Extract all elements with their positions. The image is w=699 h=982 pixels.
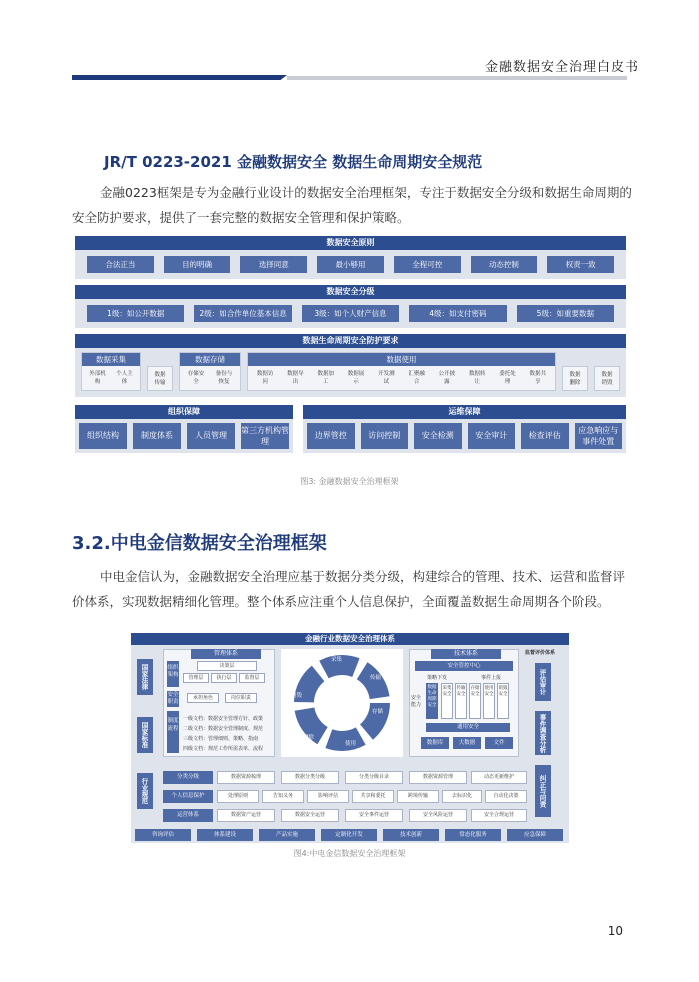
row-cell: 数据资产运营 [217,809,275,822]
collect-group [81,352,141,391]
delete-box [562,366,588,391]
ability-item: 销毁安全 [497,683,509,719]
destroy-box [594,366,620,391]
cycle-label: 传输 [370,675,382,681]
service-item: 咨询评估 [135,829,191,841]
decision-layer: 决策层 [197,661,257,671]
principle-chip: 权责一致 [547,256,614,273]
principle-chip: 选择同意 [240,256,307,273]
eval-title: 监督评价体系 [525,650,556,656]
left-tab: 国家标准 [137,717,153,753]
cycle-label: 删除 [303,735,315,741]
cycle-center [318,679,366,727]
row-cell: 去标识化 [442,790,482,803]
grade-chip: 3级：如个人财产信息 [302,305,399,322]
general-security: 通用安全 [426,723,510,732]
control-center: 安全管控中心 [415,661,513,671]
row-cell: 共享和委托 [352,790,394,803]
doc-line: 一级文档：数据安全管理方针、政策 [183,716,264,722]
row-cell: 告知义务 [262,790,304,803]
use-item: 数据加工 [317,371,334,385]
ops-chip: 应急响应与事件处置 [575,423,623,449]
principle-chip: 合法正当 [87,256,154,273]
org-chip: 制度体系 [133,423,181,449]
eval-item: 纠正与问责 [535,765,551,817]
ability-item: 存储安全 [469,683,481,719]
ability-item: 传输安全 [455,683,467,719]
principles-band [75,236,626,279]
row-cell: 数据资源管理 [409,771,467,784]
mgmt-layer: 管理层 [183,673,209,683]
row-cell: 数据分类分级 [281,771,339,784]
storage-title: 数据存储 [180,353,240,366]
grade-chip: 5级：如重要数据 [517,305,614,322]
use-item: 数据展示 [347,371,365,385]
exec-layer: 执行层 [211,673,237,683]
lifecycle-band [75,334,626,397]
tech-title: 技术体系 [431,649,501,659]
policy-down: 策略下发 [427,675,448,681]
principle-chip: 目的明确 [164,256,231,273]
row-cell: 安全事件运营 [345,809,403,822]
transfer-box [147,366,173,391]
row-cell: 安全风险运营 [409,809,467,822]
org-label: 组织架构 [167,661,179,687]
header-accent-bar [72,75,287,80]
principle-chip: 最小够用 [317,256,384,273]
use-item: 公开披露 [438,371,456,385]
row-label: 分类分级 [163,771,213,784]
row-cell: 安全合规运营 [471,809,527,822]
delete-label: 数据删除 [569,371,581,386]
page-number: 10 [607,924,623,938]
role-item: 承担角色 [187,693,219,703]
figure-financial-framework [75,236,626,453]
org-chip: 组织结构 [79,423,127,449]
service-item: 常态化服务 [445,829,501,841]
principles-list [81,254,620,275]
ops-chip: 检查评估 [521,423,569,449]
figure-cec-framework [131,633,569,843]
mgmt-title: 管理体系 [191,649,261,659]
service-item: 应急保障 [507,829,563,841]
role-label: 安全职责 [167,692,179,705]
doc-line: 二级文档：数据安全管理制度、规范 [183,726,264,732]
use-item: 委托处理 [499,371,516,385]
figure-caption: 图4:中电金信数据安全治理框架 [293,849,406,858]
ops-chip: 访问控制 [361,423,409,449]
grade-chip: 4级：如支付密码 [409,305,506,322]
row-cell: 影响评估 [307,790,349,803]
principle-chip: 全程可控 [394,256,461,273]
header-rule [287,76,627,80]
org-group [75,405,293,453]
row-cell: 自动化决策 [485,790,527,803]
lifecycle-cycle-diagram [281,649,403,757]
principle-chip: 动态控制 [471,256,538,273]
use-item: 开发测试 [378,371,395,385]
header-title: 金融数据安全治理白皮书 [484,60,639,75]
fig4-title: 金融行业数据安全治理体系 [131,633,569,645]
ops-chip: 安全检测 [414,423,462,449]
doc-line: 四级文档：规范工作所需表单、流程 [183,746,264,752]
cycle-label: 使用 [345,741,357,747]
destroy-label: 数据销毁 [601,371,613,386]
storage-item: 备份与恢复 [215,371,233,385]
collect-title: 数据采集 [82,353,140,366]
principles-title: 数据安全原则 [75,236,626,250]
row-cell: 处理原则 [217,790,259,803]
use-item: 数据导出 [287,371,304,385]
row-cell: 跨境传输 [397,790,439,803]
grading-band [75,285,626,328]
storage-item: 存储安全 [187,371,205,385]
store-item: 文件 [485,737,513,749]
service-item: 定制化开发 [321,829,377,841]
supervise-layer: 监督层 [239,673,265,683]
grade-chip: 1级：如公开数据 [87,305,184,322]
use-item: 数据访问 [256,371,274,385]
doc-line: 三级文档：管理细则、策略、指南 [183,736,259,742]
ops-chip: 安全审计 [468,423,516,449]
service-item: 体系建设 [197,829,253,841]
row-cell: 数据安全运营 [281,809,339,822]
grading-title: 数据安全分级 [75,285,626,299]
use-item: 汇聚融合 [408,371,425,385]
use-item: 数据转让 [468,371,486,385]
left-tab: 行业规范 [137,773,153,809]
grading-list [81,303,620,324]
transfer-label: 数据传输 [154,371,166,386]
section-heading: 3.2.中电金信数据安全治理框架 [72,533,327,554]
collect-item: 外部机构 [89,371,106,385]
row-label: 运营体系 [163,809,213,822]
row-cell: 分类分级目录 [345,771,403,784]
eval-item: 评估审计 [535,663,551,701]
ability-item: 使用安全 [483,683,495,719]
role-item: 岗位职责 [225,693,257,703]
ops-group [303,405,626,453]
row-cell: 动态更新维护 [471,771,527,784]
left-tab: 国家法律 [137,659,153,695]
store-item: 大数据 [453,737,481,749]
use-item: 数据共享 [529,371,547,385]
ability-item: 采集安全 [441,683,453,719]
storage-group [179,352,241,391]
store-item: 数据库 [421,737,449,749]
ops-title: 运维保障 [303,405,626,419]
event-up: 事件上报 [481,675,502,681]
org-title: 组织保障 [75,405,293,419]
row-cell: 数据资源梳理 [217,771,275,784]
figure-caption: 图3: 金融数据安全治理框架 [300,477,399,486]
cycle-label: 存储 [372,709,384,715]
grade-chip: 2级：如合作单位基本信息 [194,305,291,322]
cycle-label: 销毁 [291,693,303,699]
eval-item: 事件调查分析 [535,711,551,755]
section-title: JR/T 0223-2021 金融数据安全 数据生命周期安全规范 [104,153,483,171]
ability-label: 安全能力 [411,695,422,708]
collect-item: 个人主体 [116,371,133,385]
service-item: 产品实施 [259,829,315,841]
row-label: 个人信息保护 [163,790,213,803]
section-paragraph: 金融0223框架是专为金融行业设计的数据安全治理框架，专注于数据安全分级和数据生命周期的安全防护要求，提供了一套完整的数据安全管理和保护策略。 [72,185,632,225]
section-paragraph: 中电金信认为，金融数据安全治理应基于数据分类分级，构建综合的管理、技术、运营和监督评价体系，实现数据精细化管理。整个体系应注重个人信息保护，全面覆盖数据生命周期各个阶段。 [72,569,626,609]
use-title: 数据使用 [248,353,555,366]
lifecycle-title: 数据生命周期安全防护要求 [75,334,626,348]
process-label: 制度流程 [167,711,179,753]
ops-chip: 边界管控 [307,423,355,449]
cycle-label: 采集 [331,657,343,663]
ability-item: 数据生命周期安全 [426,683,438,719]
org-chip: 人员管理 [187,423,235,449]
use-group [247,352,556,391]
service-item: 技术创新 [383,829,439,841]
org-chip: 第三方机构管理 [241,423,289,449]
